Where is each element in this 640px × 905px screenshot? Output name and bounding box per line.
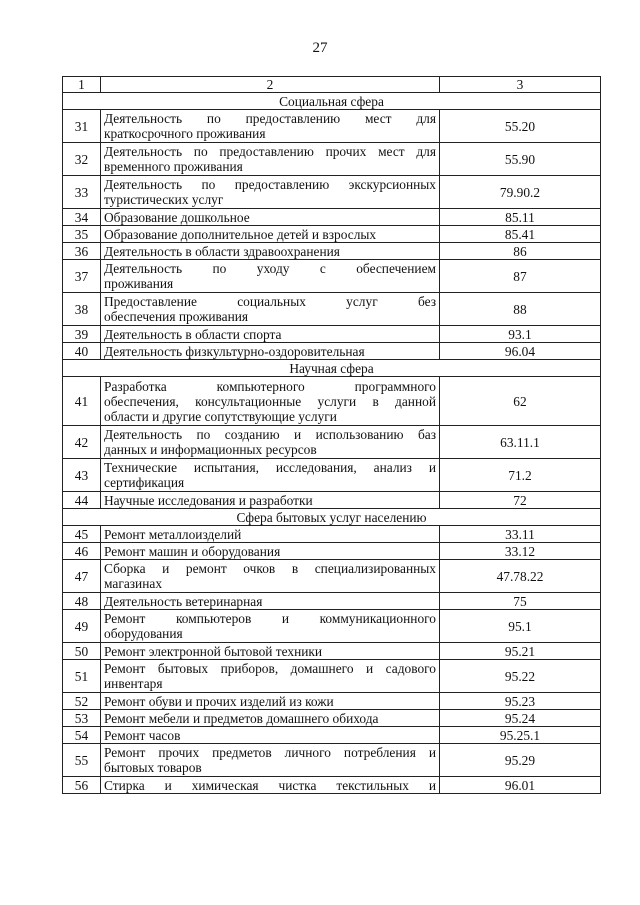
activity-name: [101, 143, 440, 176]
row-number: 32: [63, 143, 101, 176]
row-number: 56: [63, 777, 101, 794]
row-number: 48: [63, 593, 101, 610]
activity-name-line: бытовых товаров: [104, 760, 202, 775]
okved-code: 96.01: [440, 777, 601, 794]
table-row: [63, 326, 601, 343]
okved-code: 79.90.2: [440, 176, 601, 209]
row-number: 34: [63, 209, 101, 226]
row-number: 47: [63, 560, 101, 593]
section-header-row: [63, 509, 601, 526]
row-number: 36: [63, 243, 101, 260]
table-row: [63, 226, 601, 243]
activity-name: [101, 543, 440, 560]
activity-name-line: области и другие сопутствующие услуги: [104, 408, 337, 424]
okved-code: 86: [440, 243, 601, 260]
okved-code: 75: [440, 593, 601, 610]
activity-name-line: Ремонт прочих предметов личного потребления и: [104, 745, 436, 760]
activity-name: [101, 693, 440, 710]
table-row: [63, 343, 601, 360]
table-row: [63, 110, 601, 143]
table-row: [63, 209, 601, 226]
activity-name-line: Деятельность по предоставлению экскурсионных: [104, 177, 436, 192]
okved-code: 93.1: [440, 326, 601, 343]
activity-name-line: Деятельность ветеринарная: [104, 593, 263, 609]
okved-code: 55.20: [440, 110, 601, 143]
row-number: 33: [63, 176, 101, 209]
table-row: [63, 643, 601, 660]
activity-name: [101, 176, 440, 209]
activity-name-line: временного проживания: [104, 159, 243, 174]
row-number: 50: [63, 643, 101, 660]
section-header-row: [63, 93, 601, 110]
header-cell-number: 1: [63, 77, 101, 93]
activity-name-line: проживания: [104, 276, 174, 291]
activity-name-line: данных и информационных ресурсов: [104, 442, 317, 457]
activity-name-line: Ремонт обуви и прочих изделий из кожи: [104, 693, 334, 709]
activity-name-line: Ремонт металлоизделий: [104, 526, 242, 542]
activity-name-line: краткосрочного проживания: [104, 126, 266, 141]
activity-name: [101, 377, 440, 426]
table-row: [63, 610, 601, 643]
activity-name-line: Деятельность по предоставлению прочих мест для: [104, 144, 436, 159]
row-number: 39: [63, 326, 101, 343]
row-number: 38: [63, 293, 101, 326]
table-row: [63, 176, 601, 209]
section-header-row: [63, 360, 601, 377]
activity-name-line: Деятельность по уходу с обеспечением: [104, 261, 436, 276]
okved-code: 95.25.1: [440, 727, 601, 744]
section-title: Социальная сфера: [63, 93, 601, 110]
table-row: [63, 777, 601, 794]
activity-name: [101, 209, 440, 226]
activity-name-line: Деятельность по предоставлению мест для: [104, 111, 436, 126]
table-row: [63, 744, 601, 777]
table-row: [63, 593, 601, 610]
table-row: [63, 560, 601, 593]
row-number: 52: [63, 693, 101, 710]
okved-code: 85.11: [440, 209, 601, 226]
okved-code: 87: [440, 260, 601, 293]
activity-name: [101, 326, 440, 343]
row-number: 53: [63, 710, 101, 727]
okved-code: 63.11.1: [440, 426, 601, 459]
activity-name-line: Технические испытания, исследования, анализ и: [104, 460, 436, 475]
okved-code: 95.22: [440, 660, 601, 693]
okved-code: 62: [440, 377, 601, 426]
activity-name: [101, 744, 440, 777]
activity-name: [101, 526, 440, 543]
activity-name-line: Разработка компьютерного программного: [104, 378, 436, 394]
okved-code: 95.1: [440, 610, 601, 643]
row-number: 45: [63, 526, 101, 543]
table-row: [63, 459, 601, 492]
table-body: [63, 77, 601, 794]
activity-name-line: обеспечения проживания: [104, 309, 249, 324]
activity-name: [101, 643, 440, 660]
table-row: [63, 526, 601, 543]
activity-name: [101, 593, 440, 610]
okved-code: 95.21: [440, 643, 601, 660]
table-row: [63, 660, 601, 693]
activity-name: [101, 610, 440, 643]
activity-name-line: Сборка и ремонт очков в специализированных: [104, 561, 436, 576]
row-number: 43: [63, 459, 101, 492]
table-row: [63, 260, 601, 293]
row-number: 44: [63, 492, 101, 509]
activity-name-line: магазинах: [104, 576, 163, 591]
activity-name: [101, 560, 440, 593]
activity-name-line: сертификация: [104, 475, 185, 490]
okved-code: 71.2: [440, 459, 601, 492]
activity-name-line: Научные исследования и разработки: [104, 492, 313, 508]
table-row: [63, 693, 601, 710]
table-row: [63, 243, 601, 260]
okved-code: 95.29: [440, 744, 601, 777]
row-number: 46: [63, 543, 101, 560]
table-header-row: [63, 77, 601, 93]
activity-name: [101, 110, 440, 143]
okved-code: 95.23: [440, 693, 601, 710]
activity-name: [101, 727, 440, 744]
header-cell-code: 3: [440, 77, 601, 93]
activity-name-line: Деятельность по созданию и использованию баз: [104, 427, 436, 442]
activity-name-line: туристических услуг: [104, 192, 224, 207]
activity-name: [101, 226, 440, 243]
activity-codes-table: [62, 76, 601, 794]
activity-name-line: Образование дополнительное детей и взрослых: [104, 226, 377, 242]
activity-name-line: Деятельность в области здравоохранения: [104, 243, 340, 259]
row-number: 55: [63, 744, 101, 777]
activity-name-line: оборудования: [104, 626, 183, 641]
row-number: 54: [63, 727, 101, 744]
table-row: [63, 143, 601, 176]
row-number: 49: [63, 610, 101, 643]
table-row: [63, 710, 601, 727]
activity-name-line: Ремонт электронной бытовой техники: [104, 643, 323, 659]
table-row: [63, 727, 601, 744]
okved-code: 72: [440, 492, 601, 509]
activity-name-line: Стирка и химическая чистка текстильных и: [104, 777, 436, 793]
okved-code: 33.12: [440, 543, 601, 560]
activity-name-line: Образование дошкольное: [104, 209, 250, 225]
activity-name-line: Деятельность физкультурно-оздоровительная: [104, 343, 365, 359]
okved-code: 55.90: [440, 143, 601, 176]
activity-name-line: Деятельность в области спорта: [104, 326, 282, 342]
activity-name: [101, 243, 440, 260]
section-title: Научная сфера: [63, 360, 601, 377]
activity-name: [101, 459, 440, 492]
table-row: [63, 377, 601, 426]
page-number: 27: [312, 40, 328, 56]
table-row: [63, 426, 601, 459]
row-number: 37: [63, 260, 101, 293]
activity-name: [101, 260, 440, 293]
activity-name: [101, 343, 440, 360]
activity-name-line: обеспечения, консультационные услуги в данной: [104, 393, 436, 409]
activity-name-line: Ремонт машин и оборудования: [104, 543, 281, 559]
header-cell-activity: 2: [101, 77, 440, 93]
row-number: 41: [63, 377, 101, 426]
activity-name: [101, 293, 440, 326]
row-number: 51: [63, 660, 101, 693]
table-row: [63, 492, 601, 509]
okved-code: 96.04: [440, 343, 601, 360]
section-title: Сфера бытовых услуг населению: [63, 509, 601, 526]
okved-code: 33.11: [440, 526, 601, 543]
row-number: 31: [63, 110, 101, 143]
okved-code: 95.24: [440, 710, 601, 727]
row-number: 42: [63, 426, 101, 459]
activity-name-line: Ремонт компьютеров и коммуникационного: [104, 611, 436, 626]
okved-code: 85.41: [440, 226, 601, 243]
okved-code: 47.78.22: [440, 560, 601, 593]
activity-name-line: Ремонт часов: [104, 727, 181, 743]
activity-name-line: Предоставление социальных услуг без: [104, 294, 436, 309]
activity-name-line: Ремонт бытовых приборов, домашнего и садового: [104, 661, 436, 676]
activity-name: [101, 710, 440, 727]
activity-name: [101, 777, 440, 794]
row-number: 40: [63, 343, 101, 360]
activity-name: [101, 426, 440, 459]
activity-name-line: инвентаря: [104, 676, 163, 691]
okved-code: 88: [440, 293, 601, 326]
activity-name: [101, 492, 440, 509]
activity-name: [101, 660, 440, 693]
row-number: 35: [63, 226, 101, 243]
activity-name-line: Ремонт мебели и предметов домашнего обихода: [104, 710, 379, 726]
table-row: [63, 293, 601, 326]
table-row: [63, 543, 601, 560]
